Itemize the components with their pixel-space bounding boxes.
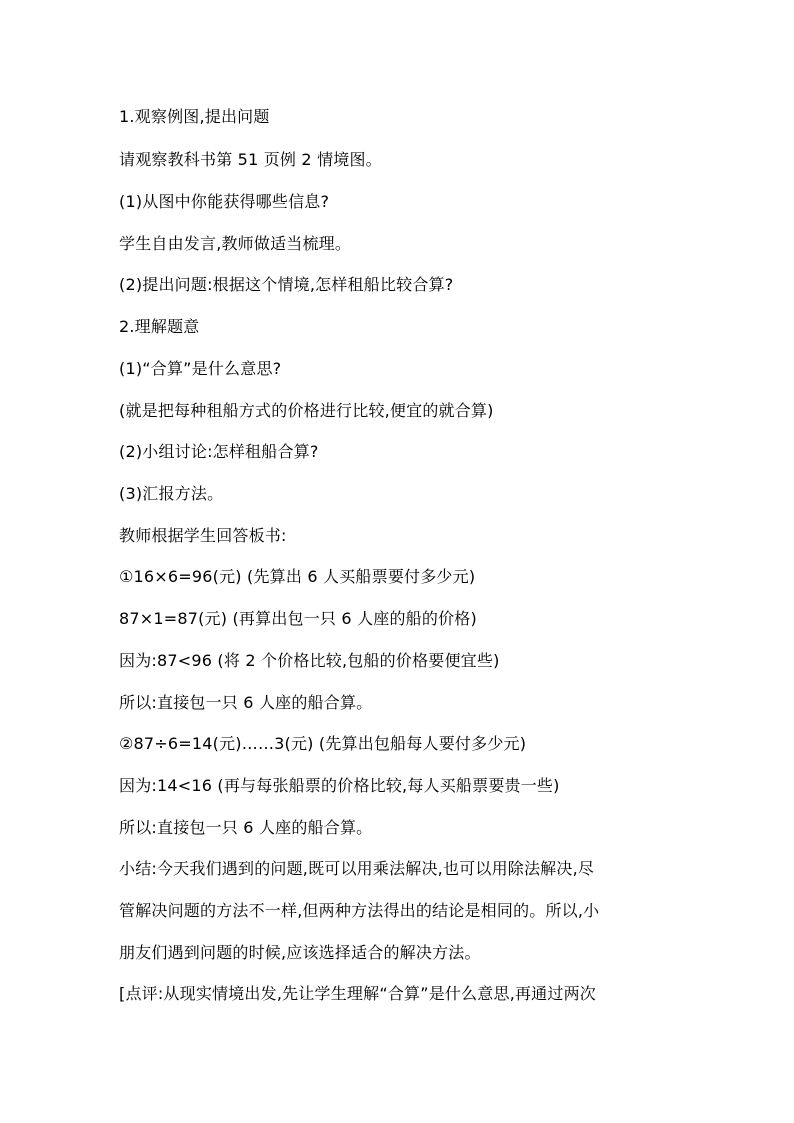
heading-understand: 2.理解题意: [119, 317, 200, 336]
text-line: (就是把每种租船方式的价格进行比较,便宜的就合算): [119, 401, 494, 420]
text-line: ①16×6=96(元) (先算出 6 人买船票要付多少元): [119, 567, 476, 586]
text-line: (1)从图中你能获得哪些信息?: [119, 192, 330, 211]
summary-line: 小结:今天我们遇到的问题,既可以用乘法解决,也可以用除法解决,尽: [119, 859, 595, 878]
summary-line: 朋友们遇到问题的时候,应该选择适合的解决方法。: [119, 943, 481, 962]
text-line: 教师根据学生回答板书:: [119, 526, 287, 545]
text-line: 所以:直接包一只 6 人座的船合算。: [119, 818, 373, 837]
summary-line: 管解决问题的方法不一样,但两种方法得出的结论是相同的。所以,小: [119, 901, 600, 920]
text-line: (1)“合算”是什么意思?: [119, 359, 282, 378]
text-line: 学生自由发言,教师做适当梳理。: [119, 234, 352, 253]
text-line: (3)汇报方法。: [119, 484, 224, 503]
text-line: (2)小组讨论:怎样租船合算?: [119, 442, 319, 461]
text-line: ②87÷6=14(元)……3(元) (先算出包船每人要付多少元): [119, 734, 527, 753]
text-line: 87×1=87(元) (再算出包一只 6 人座的船的价格): [119, 609, 477, 628]
text-line: 因为:87<96 (将 2 个价格比较,包船的价格要便宜些): [119, 651, 500, 670]
comment-line: [点评:从现实情境出发,先让学生理解“合算”是什么意思,再通过两次: [119, 984, 596, 1003]
text-line: 因为:14<16 (再与每张船票的价格比较,每人买船票要贵一些): [119, 776, 560, 795]
heading-observe: 1.观察例图,提出问题: [119, 107, 270, 126]
text-line: (2)提出问题:根据这个情境,怎样租船比较合算?: [119, 275, 454, 294]
text-line: 请观察教科书第 51 页例 2 情境图。: [119, 150, 382, 169]
text-line: 所以:直接包一只 6 人座的船合算。: [119, 693, 373, 712]
